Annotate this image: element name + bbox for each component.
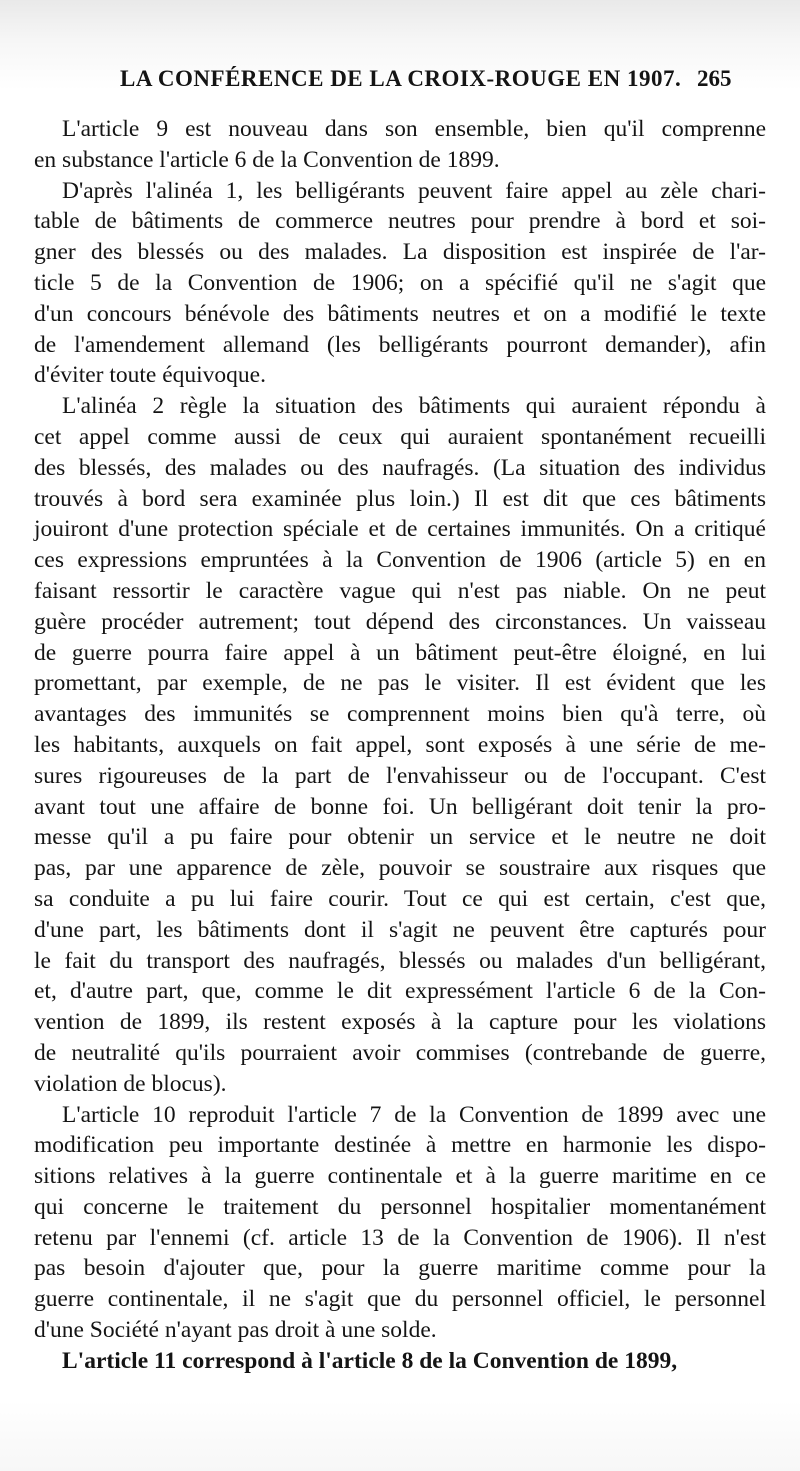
running-title: LA CONFÉRENCE DE LA CROIX-ROUGE EN 1907. [120,66,682,91]
text-line: d'une Société n'ayant pas droit à une solde. [34,1317,437,1344]
text-line: L'article 11 correspond à l'article 8 de la Convention de 1899, [62,1347,678,1374]
text-line: modification peu importante destinée à mettre en harmonie les dispo- [34,1132,766,1159]
text-line: ces expressions empruntées à la Convention de 1906 (article 5) en en [34,547,766,574]
text-line: d'un concours bénévole des bâtiments neutres et on a modifié le texte [34,300,766,327]
text-line: D'après l'alinéa 1, les belligérants peuvent faire appel au zèle chari- [62,177,766,204]
text-line: gner des blessés ou des malades. La disposition est inspirée de l'ar- [34,239,766,266]
paragraph [34,1346,766,1377]
paragraph [34,176,766,392]
text-line: d'éviter toute équivoque. [34,362,266,389]
text-line: et, d'autre part, que, comme le dit expressément l'article 6 de la Con- [34,978,766,1005]
text-line: promettant, par exemple, de ne pas le visiter. Il est évident que les [34,670,766,697]
text-line: faisant ressortir le caractère vague qui n'est pas niable. On ne peut [34,577,766,604]
text-line: les habitants, auxquels on fait appel, sont exposés à une série de me- [34,731,766,758]
text-line: vention de 1899, ils restent exposés à la capture pour les violations [34,1009,766,1036]
paragraph [34,391,766,1099]
text-line: L'article 10 reproduit l'article 7 de la Convention de 1899 avec une [62,1101,766,1128]
text-line: avantages des immunités se comprennent moins bien qu'à terre, où [34,701,766,728]
text-line: jouiront d'une protection spéciale et de certaines immunités. On a critiqué [34,516,766,543]
text-line: sitions relatives à la guerre continentale et à la guerre maritime en ce [34,1163,766,1190]
text-line: cet appel comme aussi de ceux qui auraient spontanément recueilli [34,423,766,450]
paragraph [34,114,766,176]
text-line: avant tout une affaire de bonne foi. Un belligérant doit tenir la pro- [34,793,766,820]
page-header [0,66,800,106]
text-line: de l'amendement allemand (les belligérants pourront demander), afin [34,331,766,358]
paragraph [34,1100,766,1346]
text-line: des blessés, des malades ou des naufragés. (La situation des individus [34,454,766,481]
text-line: violation de blocus). [34,1070,227,1097]
body-text [34,114,766,1377]
text-line: en substance l'article 6 de la Convention de 1899. [34,146,500,173]
text-line: L'alinéa 2 règle la situation des bâtiments qui auraient répondu à [62,393,766,420]
text-line: sures rigoureuses de la part de l'envahisseur ou de l'occupant. C'est [34,762,766,789]
text-line: le fait du transport des naufragés, blessés ou malades d'un belligérant, [34,947,766,974]
text-line: trouvés à bord sera examinée plus loin.) Il est dit que ces bâtiments [34,485,766,512]
text-line: ticle 5 de la Convention de 1906; on a spécifié qu'il ne s'agit que [34,269,766,296]
text-line: table de bâtiments de commerce neutres pour prendre à bord et soi- [34,208,766,235]
text-line: guère procéder autrement; tout dépend des circonstances. Un vaisseau [34,608,766,635]
text-line: guerre continentale, il ne s'agit que du personnel officiel, le personnel [34,1286,766,1313]
text-line: retenu par l'ennemi (cf. article 13 de la Convention de 1906). Il n'est [34,1224,766,1251]
text-line: d'une part, les bâtiments dont il s'agit ne peuvent être capturés pour [34,916,766,943]
text-line: pas besoin d'ajouter que, pour la guerre maritime comme pour la [34,1255,766,1282]
text-line: de guerre pourra faire appel à un bâtiment peut-être éloigné, en lui [34,639,766,666]
text-line: de neutralité qu'ils pourraient avoir commises (contrebande de guerre, [34,1039,766,1066]
text-line: qui concerne le traitement du personnel hospitalier momentanément [34,1193,766,1220]
text-line: L'article 9 est nouveau dans son ensemble, bien qu'il comprenne [62,116,766,142]
text-line: messe qu'il a pu faire pour obtenir un service et le neutre ne doit [34,824,766,851]
text-line: pas, par une apparence de zèle, pouvoir se soustraire aux risques que [34,855,766,882]
text-line: sa conduite a pu lui faire courir. Tout ce qui est certain, c'est que, [34,885,766,912]
page-number: 265 [697,66,732,91]
